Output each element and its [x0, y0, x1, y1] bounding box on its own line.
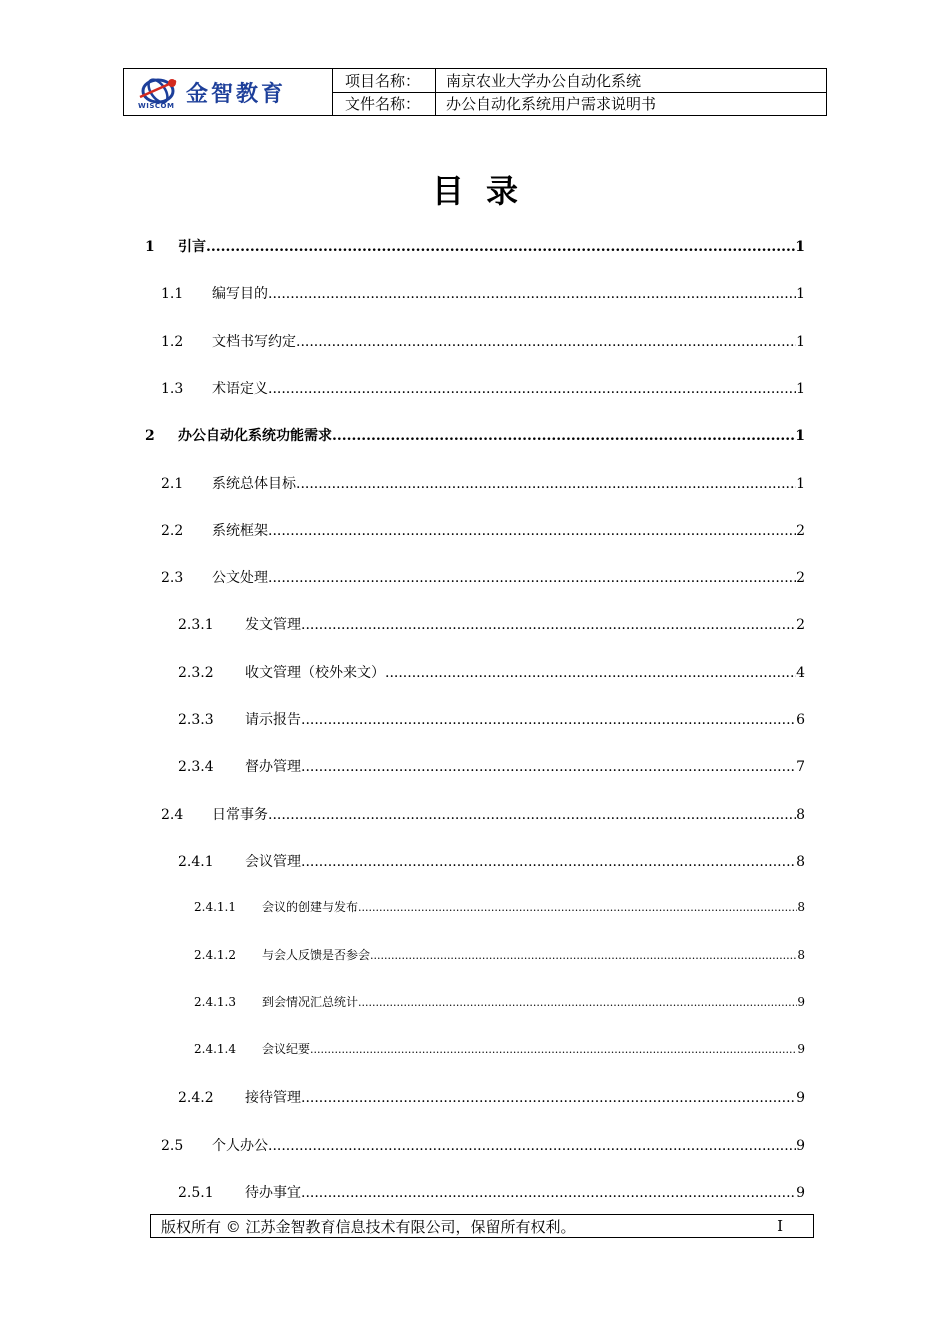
toc-entry-label: 文档书写约定 [212, 334, 296, 350]
toc-entry-number: 2.4.2 [178, 1090, 214, 1106]
logo-subtext: WISCOM [138, 102, 175, 110]
toc-entry-label: 督办管理 [245, 759, 301, 775]
toc-entry-number: 2.4.1.4 [194, 1042, 236, 1056]
toc-entry-number: 2.4.1.2 [194, 948, 236, 962]
toc-entry-page: 7 [796, 759, 805, 775]
toc-leader-dots [332, 428, 795, 444]
toc-entry-number: 1.2 [161, 334, 184, 350]
toc-entry-label: 到会情况汇总统计 [262, 995, 359, 1009]
toc-entry[interactable] [194, 898, 805, 915]
toc-leader-dots [301, 759, 796, 775]
toc-entry-number: 2.4.1 [178, 854, 214, 870]
toc-entry-page: 1 [795, 428, 805, 444]
toc-entry-number: 2.3 [161, 570, 184, 586]
toc-leader-dots [268, 523, 796, 539]
header-info [333, 69, 826, 115]
toc-entry[interactable] [161, 567, 805, 587]
toc-entry-label: 引言 [178, 239, 206, 255]
toc-entry-label: 收文管理（校外来文） [245, 665, 385, 681]
toc-leader-dots [358, 901, 797, 914]
toc-leader-dots [358, 996, 797, 1009]
toc-entry-label: 会议的创建与发布 [262, 900, 359, 914]
toc-entry[interactable] [178, 1087, 805, 1107]
toc-entry-number: 2.3.3 [178, 712, 214, 728]
toc-entry-page: 9 [796, 1185, 805, 1201]
toc-leader-dots [268, 807, 796, 823]
toc-entry[interactable] [161, 804, 805, 824]
page-number: I [777, 1217, 783, 1235]
toc-entry-label: 会议纪要 [262, 1042, 311, 1056]
toc-entry-number: 2.1 [161, 476, 184, 492]
toc-entry-number: 1.3 [161, 381, 184, 397]
toc-entry-label: 个人办公 [212, 1138, 268, 1154]
toc-entry-number: 2.2 [161, 523, 184, 539]
toc-entry-page: 8 [797, 900, 805, 914]
toc-entry-label: 系统框架 [212, 523, 268, 539]
toc-entry[interactable] [178, 851, 805, 871]
toc-entry-number: 2.3.1 [178, 617, 214, 633]
toc-entry-page: 9 [796, 1090, 805, 1106]
toc-entry[interactable] [194, 993, 805, 1010]
toc-entry-page: 1 [796, 381, 805, 397]
toc-entry-label: 公文处理 [212, 570, 268, 586]
toc-entry[interactable] [161, 331, 805, 351]
toc-entry-page: 1 [796, 476, 805, 492]
toc-entry-number: 2.4 [161, 807, 184, 823]
toc-entry[interactable] [178, 756, 805, 776]
toc-entry-page: 1 [796, 286, 805, 302]
toc-entry[interactable] [194, 1040, 805, 1057]
toc-leader-dots [268, 570, 796, 586]
toc-entry-label: 接待管理 [245, 1090, 301, 1106]
toc-entry-number: 2.5 [161, 1138, 184, 1154]
toc-entry[interactable] [178, 709, 805, 729]
toc-entry[interactable] [161, 520, 805, 540]
toc-entry-page: 1 [795, 239, 805, 255]
toc-entry[interactable] [178, 614, 805, 634]
toc-entry-label: 请示报告 [245, 712, 301, 728]
toc-entry[interactable] [161, 1135, 805, 1155]
toc-entry-page: 9 [797, 1042, 805, 1056]
toc-leader-dots [206, 239, 795, 255]
toc-entry-number: 2.4.1.3 [194, 995, 236, 1009]
toc-entry-page: 2 [796, 617, 805, 633]
project-value: 南京农业大学办公自动化系统 [446, 71, 642, 90]
toc-leader-dots [310, 1043, 797, 1056]
page-title: 目录 [431, 172, 540, 210]
file-label: 文件名称： [333, 93, 436, 116]
toc-entry[interactable] [178, 662, 805, 682]
logo-text: 金智教育 [186, 82, 287, 107]
toc-entry-page: 2 [796, 570, 805, 586]
toc-leader-dots [268, 381, 796, 397]
toc-leader-dots [301, 854, 796, 870]
project-row [333, 69, 826, 92]
toc-entry-page: 8 [796, 807, 805, 823]
toc-entry-number: 2 [145, 428, 155, 444]
toc-entry[interactable] [178, 1182, 805, 1202]
toc-entry-page: 8 [797, 948, 805, 962]
toc-entry[interactable] [161, 473, 805, 493]
toc-entry-label: 办公自动化系统功能需求 [178, 428, 332, 444]
toc-entry[interactable] [161, 283, 805, 303]
toc-entry[interactable] [145, 425, 805, 445]
toc-entry[interactable] [145, 236, 805, 256]
toc-entry-page: 4 [796, 665, 805, 681]
toc-entry-page: 9 [797, 995, 805, 1009]
file-value: 办公自动化系统用户需求说明书 [446, 95, 657, 114]
document-footer [150, 1214, 814, 1238]
toc-entry-number: 1 [145, 239, 155, 255]
document-header [123, 68, 827, 116]
toc-entry-page: 2 [796, 523, 805, 539]
toc-leader-dots [370, 949, 797, 962]
toc-entry-label: 与会人反馈是否参会 [262, 948, 371, 962]
toc-entry-page: 6 [796, 712, 805, 728]
toc-leader-dots [296, 334, 796, 350]
toc-entry-page: 1 [796, 334, 805, 350]
toc-entry[interactable] [194, 946, 805, 963]
toc-leader-dots [296, 476, 796, 492]
toc-entry-label: 日常事务 [212, 807, 268, 823]
toc-leader-dots [301, 712, 796, 728]
toc-entry-label: 系统总体目标 [212, 476, 296, 492]
toc-entry-number: 2.3.2 [178, 665, 214, 681]
toc-entry-label: 编写目的 [212, 286, 268, 302]
toc-leader-dots [385, 665, 796, 681]
toc-leader-dots [301, 617, 796, 633]
toc-entry-number: 2.4.1.1 [194, 900, 236, 914]
toc-leader-dots [268, 1138, 796, 1154]
toc-entry-number: 2.5.1 [178, 1185, 214, 1201]
copyright-text: 版权所有 © 江苏金智教育信息技术有限公司，保留所有权利。 [161, 1217, 576, 1236]
project-label: 项目名称： [333, 69, 436, 92]
toc-entry-label: 发文管理 [245, 617, 301, 633]
toc-leader-dots [268, 286, 796, 302]
toc-entry-number: 2.3.4 [178, 759, 214, 775]
toc-entry-page: 9 [796, 1138, 805, 1154]
toc-entry-page: 8 [796, 854, 805, 870]
toc-entry-label: 会议管理 [245, 854, 301, 870]
toc-leader-dots [301, 1090, 796, 1106]
toc-entry[interactable] [161, 378, 805, 398]
toc-entry-label: 术语定义 [212, 381, 268, 397]
toc-entry-number: 1.1 [161, 286, 184, 302]
toc-leader-dots [301, 1185, 796, 1201]
logo [124, 69, 333, 115]
toc-entry-label: 待办事宜 [245, 1185, 301, 1201]
file-row [333, 92, 826, 116]
